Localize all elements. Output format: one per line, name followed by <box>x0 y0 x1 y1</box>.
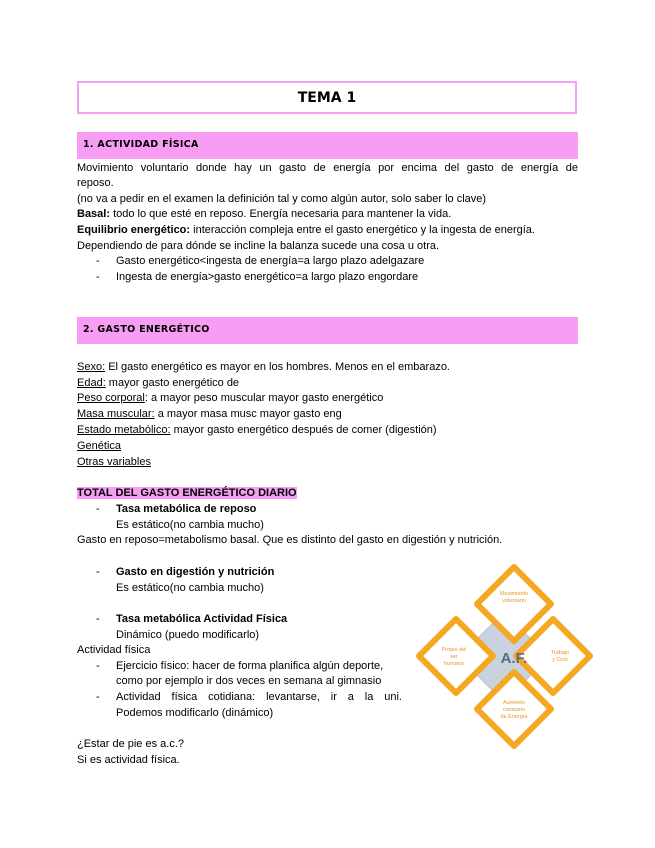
digestion-title: Gasto en digestión y nutrición <box>116 566 275 578</box>
basal-definition: Basal: todo lo que esté en reposo. Energía necesaria para mantener la vida. <box>77 208 452 220</box>
top-label: Movimiento voluntario <box>499 591 529 604</box>
factor-edad: Edad: mayor gasto energético de <box>77 377 240 389</box>
total-heading: TOTAL DEL GASTO ENERGÉTICO DIARIO <box>77 487 297 499</box>
center-label: A.F. <box>500 650 528 667</box>
bottom-label: Aumento consumo de Energía <box>500 700 528 720</box>
bullet-item: Ingesta de energía>gasto energético=a largo plazo engordare <box>116 271 419 283</box>
reposo-line: Gasto en reposo=metabolismo basal. Que es distinto del gasto en digestión y nutrición. <box>77 534 503 546</box>
bullet-dash: - <box>96 566 100 578</box>
factor-peso-corporal: Peso corporal: a mayor peso muscular mayor gasto energético <box>77 392 384 404</box>
cotidiana-line-1: Actividad física cotidiana: levantarse, ir a la uni. <box>116 691 402 703</box>
answer-line: Si es actividad física. <box>77 754 180 766</box>
bullet-item: Gasto energético<ingesta de energía=a largo plazo adelgazare <box>116 255 425 267</box>
bullet-dash: - <box>96 613 100 625</box>
factor-sexo: Sexo: El gasto energético es mayor en los hombres. Menos en el embarazo. <box>77 361 450 373</box>
definition-line-2: reposo. <box>77 177 114 189</box>
page-title-box <box>77 81 577 114</box>
factor-genetica: Genética <box>77 440 122 452</box>
exam-note: (no va a pedir en el examen la definición tal y como algún autor, solo saber lo clave) <box>77 193 487 205</box>
bullet-dash: - <box>96 503 100 515</box>
bullet-dash: - <box>96 660 100 672</box>
bullet-dash: - <box>96 271 100 283</box>
af-title: Tasa metabólica Actividad Física <box>116 613 288 625</box>
section-heading-gasto-energetico: 2. GASTO ENERGÉTICO <box>77 317 578 344</box>
factor-masa-muscular: Masa muscular: a mayor masa musc mayor gasto eng <box>77 408 342 420</box>
bullet-dash: - <box>96 255 100 267</box>
right-label: Trabajo y Ocio <box>550 650 570 663</box>
factor-otras-variables: Otras variables <box>77 456 151 468</box>
ejercicio-line-2: como por ejemplo ir dos veces en semana al gimnasio <box>116 675 382 687</box>
ejercicio-line-1: Ejercicio físico: hacer de forma planifica algún deporte, <box>116 660 384 672</box>
af-diagram <box>412 562 597 757</box>
af-desc: Dinámico (puedo modificarlo) <box>116 629 260 641</box>
equilibrio-definition: Equilibrio energético: interacción compleja entre el gasto energético y la ingesta de energía. <box>77 224 535 236</box>
balance-line: Dependiendo de para dónde se incline la balanza sucede una cosa u otra. <box>77 240 440 252</box>
page-title: TEMA 1 <box>297 89 357 106</box>
left-label: Propio del ser humano <box>441 647 467 667</box>
factor-estado-metabolico: Estado metabólico: mayor gasto energético después de comer (digestión) <box>77 424 437 436</box>
definition-line-1: Movimiento voluntario donde hay un gasto de energía por encima del gasto de energía de <box>77 162 578 174</box>
cotidiana-line-2: Podemos modificarlo (dinámico) <box>116 707 274 719</box>
af-label: Actividad física <box>77 644 151 656</box>
bullet-dash: - <box>96 691 100 703</box>
tmr-desc: Es estático(no cambia mucho) <box>116 519 264 531</box>
digestion-desc: Es estático(no cambia mucho) <box>116 582 264 594</box>
section-heading-actividad-fisica: 1. ACTIVIDAD FÍSICA <box>77 132 578 159</box>
question-line: ¿Estar de pie es a.c.? <box>77 738 184 750</box>
tmr-title: Tasa metabólica de reposo <box>116 503 257 515</box>
